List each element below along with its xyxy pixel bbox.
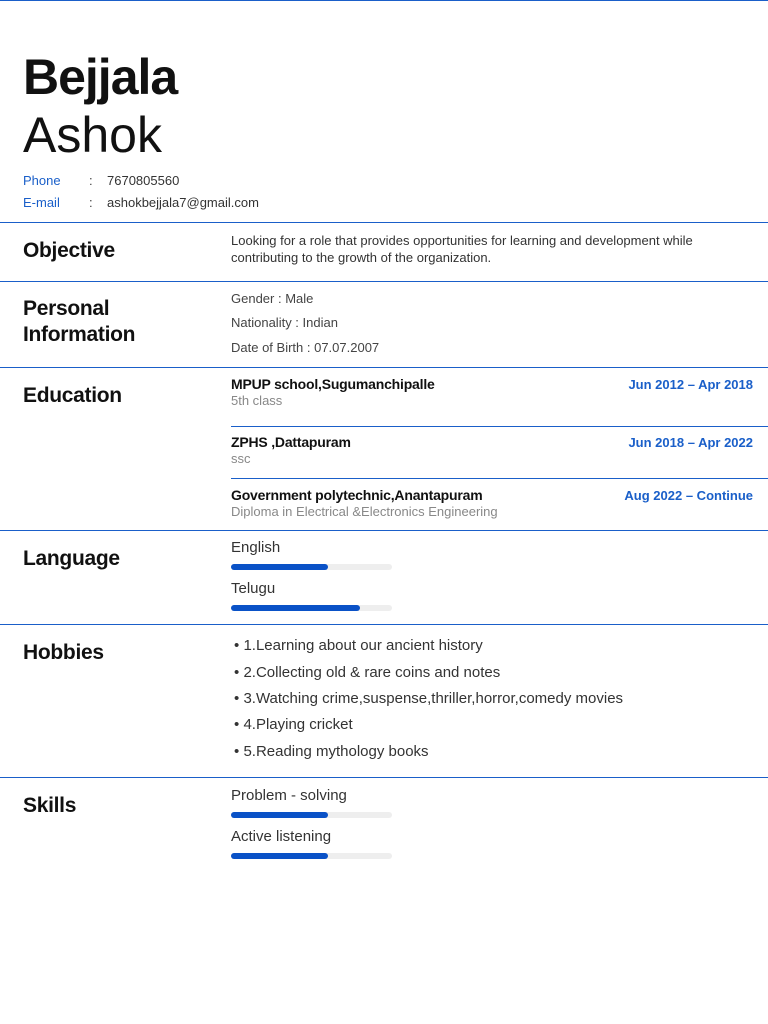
skill-name: Active listening [231,828,332,845]
education-item [231,376,753,409]
skill-level-bar [231,812,392,818]
objective-title: Objective [23,239,115,262]
language-level-fill [231,564,328,570]
language-title: Language [23,547,120,570]
edu-degree: 5th class [231,393,283,408]
skill-name: Problem - solving [231,787,347,804]
hobbies-title: Hobbies [23,641,104,664]
education-item [231,487,753,520]
skills-title: Skills [23,794,77,817]
hobby-text: 4.Playing cricket [243,716,353,733]
section-divider [0,530,768,531]
section-divider [0,222,768,223]
gender-line: Gender : Male [231,291,314,306]
first-name: Bejjala [23,49,178,105]
language-level-bar [231,564,392,570]
objective-text: Looking for a role that provides opportunities for learning and development while contributing to the growth of the organization. [231,233,693,265]
contact-email [23,195,259,211]
personal-title-line2: Information [23,323,136,346]
edu-dates: Jun 2012 – Apr 2018 [628,377,753,392]
edu-dates: Jun 2018 – Apr 2022 [628,435,753,450]
skill-level-bar [231,853,392,859]
section-divider [0,367,768,368]
phone-value[interactable]: 7670805560 [107,173,180,188]
section-divider [0,624,768,625]
hobby-item [234,716,353,734]
bullet: • [234,637,240,654]
education-title: Education [23,384,122,407]
section-divider [0,777,768,778]
education-item-divider [231,426,768,427]
bullet: • [234,716,240,733]
contact-separator: : [89,195,93,210]
contact-separator: : [89,173,93,188]
language-name: Telugu [231,580,276,597]
email-value[interactable]: ashokbejjala7@gmail.com [107,195,259,210]
skill-level-fill [231,812,328,818]
hobby-text: 1.Learning about our ancient history [243,637,483,654]
edu-degree: ssc [231,451,251,466]
hobby-text: 5.Reading mythology books [243,743,429,760]
language-level-bar [231,605,392,611]
edu-dates: Aug 2022 – Continue [624,488,753,503]
language-name: English [231,539,281,556]
top-divider [0,0,768,1]
contact-phone [23,173,179,189]
dob-line: Date of Birth : 07.07.2007 [231,340,380,355]
language-level-fill [231,605,360,611]
bullet: • [234,743,240,760]
resume-header [23,48,177,164]
skill-level-fill [231,853,328,859]
hobby-item [234,690,623,708]
hobby-item [234,637,483,655]
last-name: Ashok [23,107,162,163]
hobby-item [234,664,500,682]
contact-label: E-mail [23,195,60,210]
edu-institution: MPUP school,Sugumanchipalle [231,376,435,392]
education-item [231,434,753,467]
edu-degree: Diploma in Electrical &Electronics Engineering [231,504,498,519]
hobby-text: 3.Watching crime,suspense,thriller,horror,comedy movies [243,690,624,707]
section-divider [0,281,768,282]
bullet: • [234,690,240,707]
personal-title-line1: Personal [23,297,110,320]
hobby-item [234,743,429,761]
contact-label: Phone [23,173,61,188]
hobby-text: 2.Collecting old & rare coins and notes [243,664,501,681]
bullet: • [234,664,240,681]
edu-institution: ZPHS ,Dattapuram [231,434,351,450]
nationality-line: Nationality : Indian [231,315,338,330]
education-item-divider [231,478,768,479]
edu-institution: Government polytechnic,Anantapuram [231,487,483,503]
